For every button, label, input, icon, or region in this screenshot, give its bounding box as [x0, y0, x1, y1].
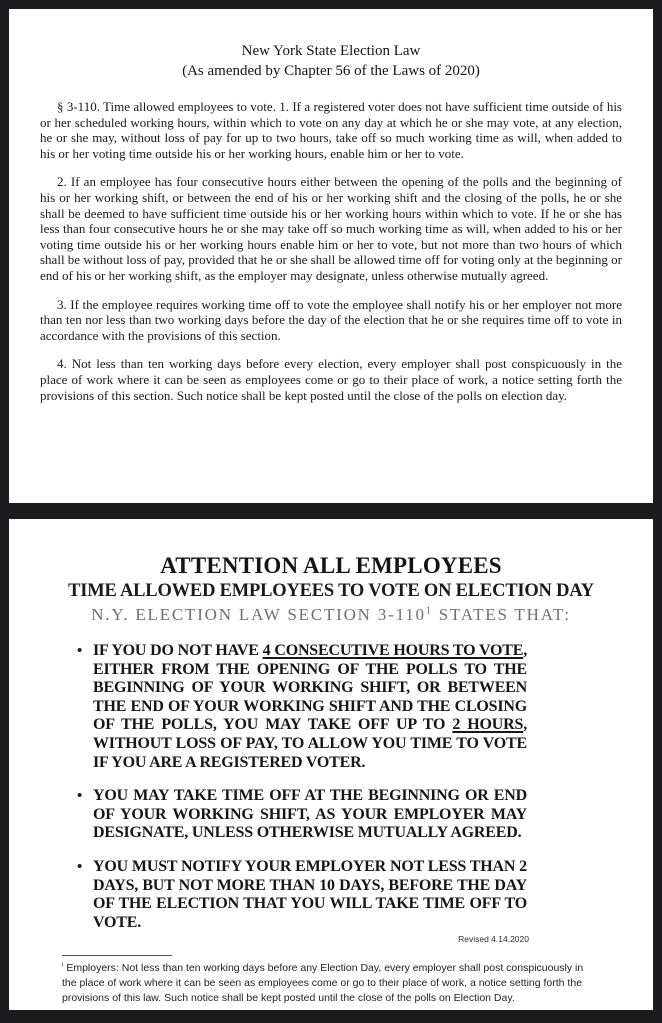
- poster-title: ATTENTION ALL EMPLOYEES: [160, 553, 502, 578]
- law-body: [40, 99, 622, 403]
- poster-subtitle: TIME ALLOWED EMPLOYEES TO VOTE ON ELECTION DAY: [68, 581, 594, 601]
- footnote-marker-superscript: 1: [425, 605, 433, 617]
- bullet3-text: YOU MUST NOTIFY YOUR EMPLOYER NOT LESS THAN 2 DAYS, BUT NOT MORE THAN 10 DAYS, BEFORE THE DAY OF THE ELECTION THAT YOU WILL TAKE TIME OFF TO VOTE.: [93, 857, 527, 931]
- bullet-dot-icon: •: [77, 788, 83, 805]
- law-paragraph-1: § 3-110. Time allowed employees to vote. 1. If a registered voter does not have sufficient time outside of his or her scheduled working hours, within which to vote on any day at which he or she may vote, at any election, he or she may, without loss of pay for up to two hours, take off so much working time as will, when added to his or her voting time outside his or her working hours, enable him or her to vote.: [40, 99, 622, 161]
- bullet-item-shift-designation: [77, 787, 527, 843]
- law-title-line2: (As amended by Chapter 56 of the Laws of 2020): [182, 63, 480, 79]
- footnote-divider: [62, 955, 172, 956]
- bullet2-text: YOU MAY TAKE TIME OFF AT THE BEGINNING OR END OF YOUR WORKING SHIFT, AS YOUR EMPLOYER MAY DESIGNATE, UNLESS OTHERWISE MUTUALLY AGREED.: [93, 787, 527, 842]
- bullet1-underlined-hours: 4 CONSECUTIVE HOURS TO VOTE: [262, 642, 524, 659]
- poster-law-reference: [9, 603, 653, 627]
- footnote-marker-superscript: i: [62, 961, 64, 969]
- bullet-item-notify-employer: [77, 857, 527, 932]
- bullet1-text: IF YOU DO NOT HAVE: [93, 642, 263, 659]
- notice-poster-page: [9, 519, 653, 1010]
- law-text-page: [9, 9, 653, 503]
- footnote-text: [62, 961, 596, 1006]
- bullet-item-consecutive-hours: [77, 642, 528, 772]
- bullet-dot-icon: •: [77, 643, 83, 659]
- law-title-line1: New York State Election Law: [241, 43, 421, 59]
- bullet1-underlined-2hours: 2 HOURS: [452, 716, 524, 734]
- revised-date: Revised 4.14.2020: [458, 934, 529, 945]
- law-paragraph-4: 4. Not less than ten working days before every election, every employer shall post conspicuously in the place of work where it can be seen as employees come or go to their place of work, a notice setting forth the provisions of this section. Such notice shall be kept posted until the close of the polls on election day.: [40, 356, 622, 403]
- law-paragraph-3: 3. If the employee requires working time off to vote the employee shall notify his or her employer not more than ten nor less than two working days before the day of the election that he or she requires time off to vote in accordance with the provisions of this section.: [40, 296, 622, 343]
- law-ref-text-tail: STATES THAT:: [432, 605, 571, 624]
- voting-rules-bullet-list: [77, 642, 528, 932]
- law-ref-text: N.Y. ELECTION LAW SECTION 3-110: [91, 605, 426, 624]
- law-paragraph-2: 2. If an employee has four consecutive hours either between the opening of the polls and the beginning of his or her working shift, or between the end of his or her working shift and the closing of the polls, he or she shall be deemed to have sufficient time outside his or her working hours within which to vote. If he or she has less than four consecutive hours he or she may take off so much working time as will, when added to his or her voting time outside his or her working hours enable him or her to vote, but not more than two hours of which shall be without loss of pay, provided that he or she shall be allowed time off for voting only at the beginning or end of his or her working shift, as the employer may designate, unless otherwise mutually agreed.: [40, 174, 622, 283]
- bullet1-text-mid: , EITHER FROM THE OPENING OF THE POLLS TO THE BEGINNING OF YOUR WORKING SHIFT, OR BETWEEN THE END OF YOUR WORKING SHIFT AND THE CLOSING OF THE POLLS, YOU MAY TAKE OFF UP TO: [93, 642, 527, 734]
- footnote-body: Employers: Not less than ten working days before any Election Day, every employer shall post conspicuously in the place of work where it can be seen as employees come or go to their place of work, a notice setting forth the provisions of this law. Such notice shall be kept posted until the close of the polls on Election Day.: [62, 962, 584, 1005]
- bullet1-text-end: , WITHOUT LOSS OF PAY, TO ALLOW YOU TIME TO VOTE IF YOU ARE A REGISTERED VOTER.: [93, 716, 528, 771]
- bullet-dot-icon: •: [77, 858, 83, 875]
